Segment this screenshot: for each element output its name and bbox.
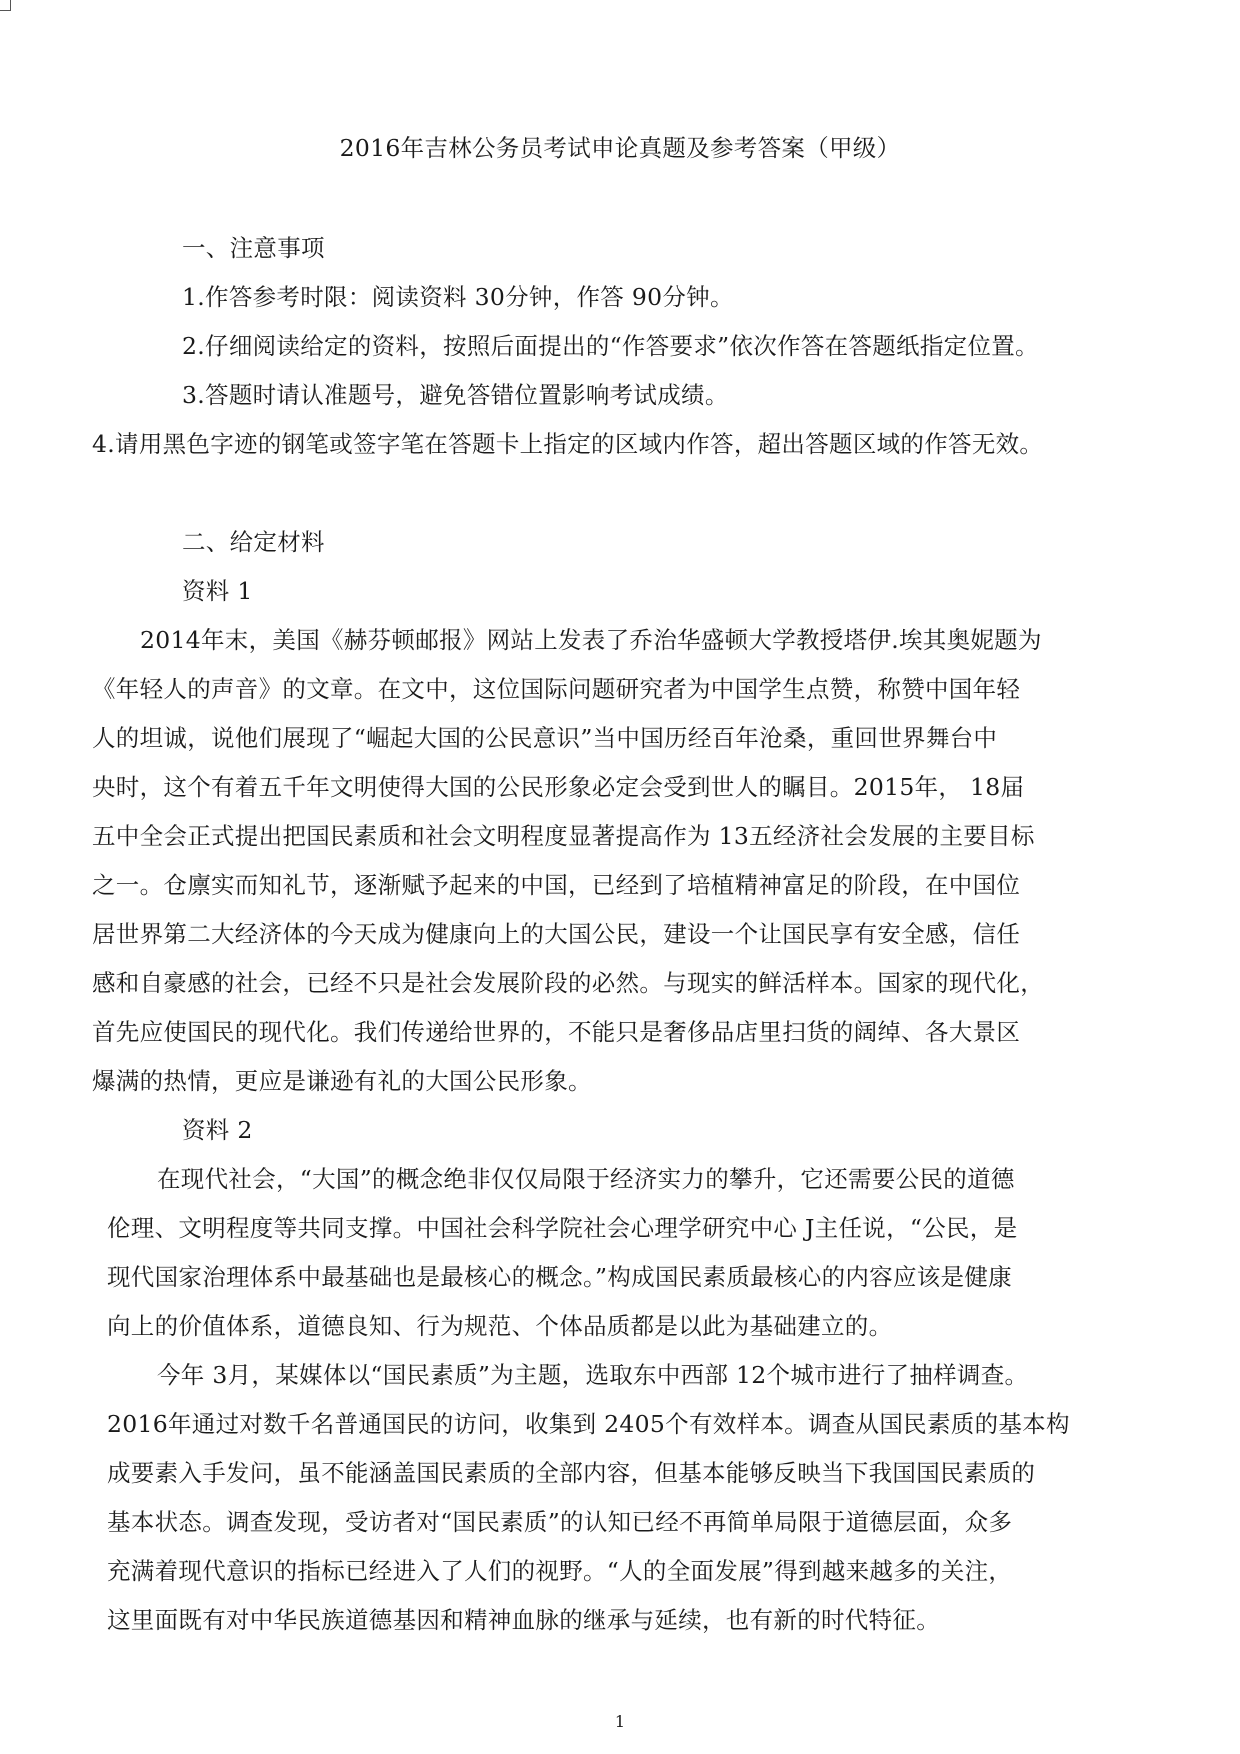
material-1-line: 感和自豪感的社会，已经不只是社会发展阶段的必然。与现实的鲜活样本。国家的现代化，: [92, 969, 1044, 997]
material-1-line: 《年轻人的声音》的文章。在文中，这位国际问题研究者为中国学生点赞，称赞中国年轻: [92, 675, 1021, 703]
material-1-line: 居世界第二大经济体的今天成为健康向上的大国公民，建设一个让国民享有安全感，信任: [92, 920, 1021, 948]
document-title: 2016年吉林公务员考试申论真题及参考答案（甲级）: [339, 134, 901, 162]
material-2-line: 在现代社会，“大国”的概念绝非仅仅局限于经济实力的攀升，它还需要公民的道德: [157, 1165, 1015, 1193]
material-1-line: 首先应使国民的现代化。我们传递给世界的，不能只是奢侈品店里扫货的阔绰、各大景区: [92, 1018, 1021, 1046]
material-2-line: 充满着现代意识的指标已经进入了人们的视野。“人的全面发展”得到越来越多的关注，: [107, 1557, 1013, 1585]
notice-heading: 一、注意事项: [182, 234, 325, 262]
material-1-label: 资料 1: [182, 577, 253, 605]
material-2-line: 成要素入手发问，虽不能涵盖国民素质的全部内容，但基本能够反映当下我国国民素质的: [107, 1459, 1036, 1487]
material-1-line: 2014年末，美国《赫芬顿邮报》网站上发表了乔治华盛顿大学教授塔伊.埃其奥妮题为: [140, 626, 1042, 654]
material-2-line: 现代国家治理体系中最基础也是最核心的概念。”构成国民素质最核心的内容应该是健康: [107, 1263, 1012, 1291]
material-2-line: 基本状态。调查发现，受访者对“国民素质”的认知已经不再简单局限于道德层面，众多: [107, 1508, 1013, 1536]
crop-corner-mark: [0, 0, 11, 11]
notice-item-4: 4.请用黑色字迹的钢笔或签字笔在答题卡上指定的区域内作答，超出答题区域的作答无效。: [92, 430, 1044, 458]
material-1-line: 人的坦诚，说他们展现了“崛起大国的公民意识”当中国历经百年沧桑，重回世界舞台中: [92, 724, 998, 752]
material-2-line: 今年 3月，某媒体以“国民素质”为主题，选取东中西部 12个城市进行了抽样调查。: [157, 1361, 1029, 1389]
material-2-line: 2016年通过对数千名普通国民的访问，收集到 2405个有效样本。调查从国民素质的基本构: [107, 1410, 1070, 1438]
page-number: 1: [614, 1712, 626, 1731]
materials-heading: 二、给定材料: [182, 528, 325, 556]
material-1-line: 爆满的热情，更应是谦逊有礼的大国公民形象。: [92, 1067, 592, 1095]
material-1-line: 之一。仓廪实而知礼节，逐渐赋予起来的中国，已经到了培植精神富足的阶段，在中国位: [92, 871, 1021, 899]
material-2-label: 资料 2: [182, 1116, 253, 1144]
material-2-line: 向上的价值体系，道德良知、行为规范、个体品质都是以此为基础建立的。: [107, 1312, 893, 1340]
notice-item-2: 2.仔细阅读给定的资料，按照后面提出的“作答要求”依次作答在答题纸指定位置。: [182, 332, 1039, 360]
notice-item-3: 3.答题时请认准题号，避免答错位置影响考试成绩。: [182, 381, 729, 409]
material-2-line: 这里面既有对中华民族道德基因和精神血脉的继承与延续，也有新的时代特征。: [107, 1606, 940, 1634]
material-2-line: 伦理、文明程度等共同支撑。中国社会科学院社会心理学研究中心 J主任说，“公民，是: [107, 1214, 1018, 1242]
notice-item-1: 1.作答参考时限：阅读资料 30分钟，作答 90分钟。: [182, 283, 734, 311]
material-1-line: 央时，这个有着五千年文明使得大国的公民形象必定会受到世人的瞩目。2015年， 18届: [92, 773, 1025, 801]
material-1-line: 五中全会正式提出把国民素质和社会文明程度显著提高作为 13五经济社会发展的主要目标: [92, 822, 1035, 850]
